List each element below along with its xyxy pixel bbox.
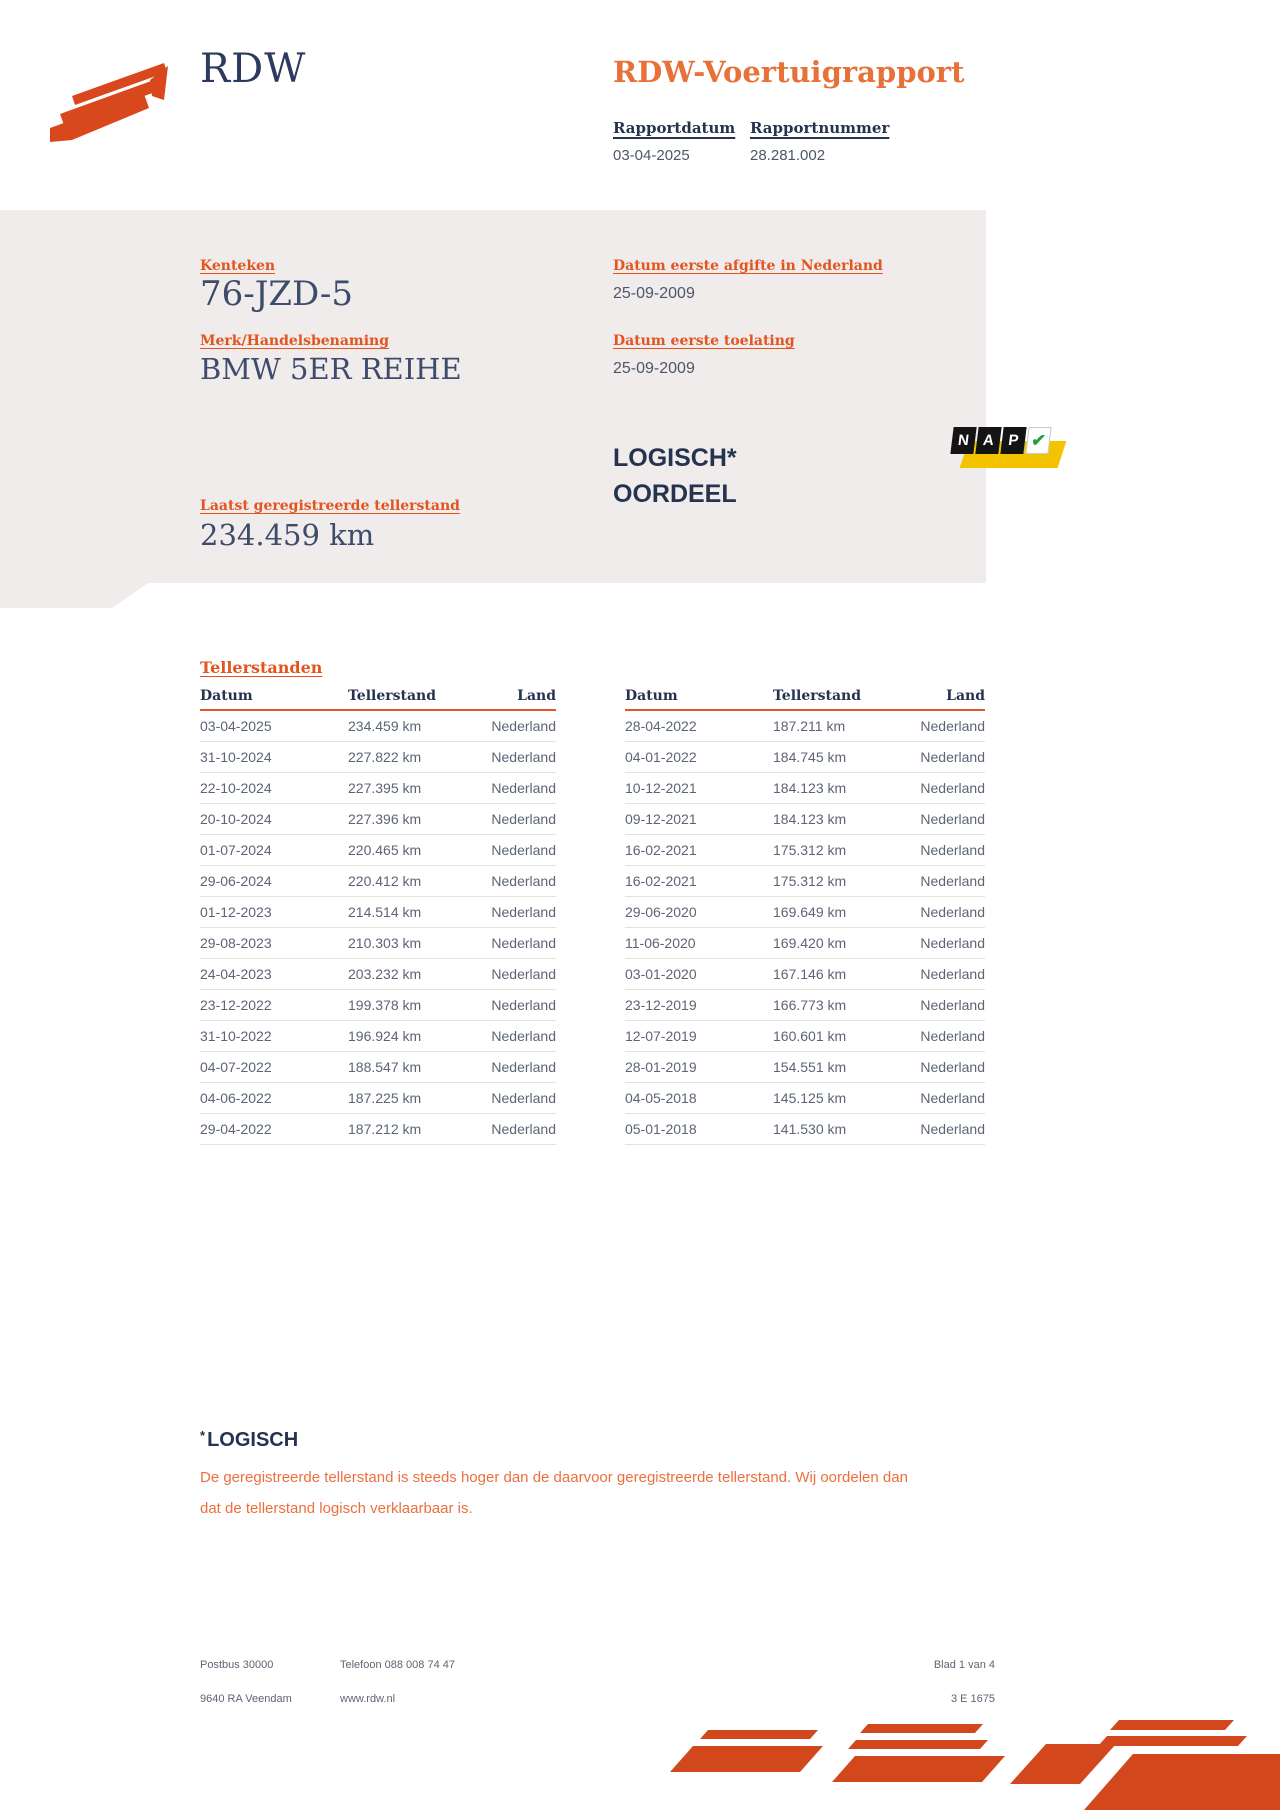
logisch-footnote-heading bbox=[200, 1428, 298, 1452]
tellerstand-row bbox=[200, 990, 556, 1021]
kenteken-value: 76-JZD-5 bbox=[200, 274, 354, 314]
report-number-value: 28.281.002 bbox=[750, 147, 826, 164]
tellerstand-row bbox=[625, 990, 985, 1021]
rdw-sliced-wing-graphic bbox=[660, 1714, 1280, 1810]
row-odometer: 169.649 km bbox=[773, 904, 847, 920]
nap-logo bbox=[952, 424, 1068, 476]
row-country: Nederland bbox=[920, 935, 985, 951]
row-country: Nederland bbox=[491, 749, 556, 765]
row-date: 16-02-2021 bbox=[625, 873, 697, 889]
tellerstand-row bbox=[625, 711, 985, 742]
row-odometer: 184.123 km bbox=[773, 780, 847, 796]
col-header-tellerstand: Tellerstand bbox=[773, 688, 862, 704]
row-country: Nederland bbox=[491, 1090, 556, 1106]
row-country: Nederland bbox=[491, 1028, 556, 1044]
rdw-wing-logo-icon bbox=[46, 50, 201, 148]
row-date: 16-02-2021 bbox=[625, 842, 697, 858]
row-odometer: 214.514 km bbox=[348, 904, 422, 920]
report-date-label: Rapportdatum bbox=[613, 119, 736, 137]
row-date: 29-06-2020 bbox=[625, 904, 697, 920]
col-header-datum: Datum bbox=[625, 688, 678, 704]
nap-letter-a: A bbox=[975, 427, 1001, 454]
row-date: 12-07-2019 bbox=[625, 1028, 697, 1044]
row-odometer: 175.312 km bbox=[773, 842, 847, 858]
table-header-row bbox=[200, 688, 556, 711]
row-country: Nederland bbox=[920, 780, 985, 796]
tellerstand-row bbox=[200, 773, 556, 804]
nap-letter-p: P bbox=[1000, 427, 1026, 454]
row-date: 11-06-2020 bbox=[625, 935, 696, 951]
row-odometer: 141.530 km bbox=[773, 1121, 847, 1137]
row-country: Nederland bbox=[920, 749, 985, 765]
toelating-value: 25-09-2009 bbox=[613, 360, 695, 377]
row-date: 01-12-2023 bbox=[200, 904, 272, 920]
tellerstand-row bbox=[200, 866, 556, 897]
row-country: Nederland bbox=[491, 842, 556, 858]
tellerstand-value: 234.459 km bbox=[200, 518, 375, 552]
row-country: Nederland bbox=[920, 1121, 985, 1137]
row-date: 10-12-2021 bbox=[625, 780, 697, 796]
kenteken-label: Kenteken bbox=[200, 258, 276, 274]
row-country: Nederland bbox=[491, 966, 556, 982]
row-date: 04-07-2022 bbox=[200, 1059, 272, 1075]
oordeel-line2: OORDEEL bbox=[613, 480, 737, 508]
row-date: 09-12-2021 bbox=[625, 811, 697, 827]
row-country: Nederland bbox=[920, 1090, 985, 1106]
tellerstand-row bbox=[625, 959, 985, 990]
footer-address-line2: 9640 RA Veendam bbox=[200, 1693, 292, 1705]
row-country: Nederland bbox=[920, 997, 985, 1013]
row-date: 31-10-2022 bbox=[200, 1028, 272, 1044]
row-country: Nederland bbox=[491, 811, 556, 827]
tellerstand-row bbox=[200, 897, 556, 928]
row-odometer: 227.822 km bbox=[348, 749, 422, 765]
row-country: Nederland bbox=[920, 966, 985, 982]
row-date: 31-10-2024 bbox=[200, 749, 272, 765]
row-country: Nederland bbox=[920, 904, 985, 920]
merk-value: BMW 5ER REIHE bbox=[200, 352, 462, 386]
rdw-logo-text: RDW bbox=[200, 46, 307, 92]
row-country: Nederland bbox=[491, 873, 556, 889]
tellerstanden-heading: Tellerstanden bbox=[200, 658, 323, 677]
row-country: Nederland bbox=[491, 780, 556, 796]
row-odometer: 210.303 km bbox=[348, 935, 422, 951]
report-number-label: Rapportnummer bbox=[750, 119, 890, 137]
row-country: Nederland bbox=[491, 1059, 556, 1075]
row-date: 23-12-2019 bbox=[625, 997, 697, 1013]
afgifte-value: 25-09-2009 bbox=[613, 285, 695, 302]
row-date: 29-06-2024 bbox=[200, 873, 272, 889]
tellerstand-row bbox=[625, 897, 985, 928]
tellerstand-row bbox=[625, 835, 985, 866]
row-country: Nederland bbox=[920, 1059, 985, 1075]
row-date: 04-01-2022 bbox=[625, 749, 697, 765]
row-country: Nederland bbox=[491, 997, 556, 1013]
row-odometer: 220.412 km bbox=[348, 873, 422, 889]
toelating-label: Datum eerste toelating bbox=[613, 333, 795, 349]
oordeel-text bbox=[613, 440, 737, 512]
nap-check-icon: ✔ bbox=[1025, 427, 1051, 454]
tellerstand-row bbox=[625, 1021, 985, 1052]
tellerstand-row bbox=[625, 773, 985, 804]
row-odometer: 169.420 km bbox=[773, 935, 847, 951]
row-odometer: 166.773 km bbox=[773, 997, 847, 1013]
tellerstand-row bbox=[625, 1052, 985, 1083]
tellerstand-row bbox=[625, 1114, 985, 1145]
row-country: Nederland bbox=[491, 718, 556, 734]
row-odometer: 227.396 km bbox=[348, 811, 422, 827]
col-header-tellerstand: Tellerstand bbox=[348, 688, 437, 704]
row-country: Nederland bbox=[920, 873, 985, 889]
row-odometer: 188.547 km bbox=[348, 1059, 422, 1075]
logisch-footnote-title: LOGISCH bbox=[207, 1429, 299, 1451]
footer-doc-code: 3 E 1675 bbox=[950, 1693, 995, 1705]
footer-phone: Telefoon 088 008 74 47 bbox=[340, 1659, 455, 1671]
tellerstand-row bbox=[200, 1021, 556, 1052]
row-odometer: 175.312 km bbox=[773, 873, 847, 889]
tellerstand-label: Laatst geregistreerde tellerstand bbox=[200, 498, 460, 514]
merk-label: Merk/Handelsbenaming bbox=[200, 333, 390, 349]
tellerstand-row bbox=[200, 742, 556, 773]
tellerstanden-table-left bbox=[200, 688, 556, 1145]
tellerstand-row bbox=[625, 866, 985, 897]
row-country: Nederland bbox=[491, 1121, 556, 1137]
row-odometer: 220.465 km bbox=[348, 842, 422, 858]
row-date: 23-12-2022 bbox=[200, 997, 272, 1013]
footnote-line: dat de tellerstand logisch verklaarbaar is. bbox=[200, 1500, 473, 1517]
row-date: 04-05-2018 bbox=[625, 1090, 697, 1106]
tellerstanden-table-right bbox=[625, 688, 985, 1145]
row-date: 28-01-2019 bbox=[625, 1059, 697, 1075]
row-odometer: 187.225 km bbox=[348, 1090, 422, 1106]
report-date-value: 03-04-2025 bbox=[613, 147, 690, 164]
tellerstand-row bbox=[625, 928, 985, 959]
row-odometer: 154.551 km bbox=[773, 1059, 847, 1075]
col-header-land: Land bbox=[946, 688, 985, 704]
footer-address-line1: Postbus 30000 bbox=[200, 1659, 274, 1671]
row-odometer: 199.378 km bbox=[348, 997, 422, 1013]
col-header-land: Land bbox=[517, 688, 556, 704]
footnote-line: De geregistreerde tellerstand is steeds hoger dan de daarvoor geregistreerde tellerstand. Wij oordelen dan bbox=[200, 1469, 908, 1486]
tellerstand-row bbox=[200, 711, 556, 742]
footer-page-info: Blad 1 van 4 bbox=[933, 1659, 995, 1671]
row-date: 05-01-2018 bbox=[625, 1121, 697, 1137]
row-date: 29-04-2022 bbox=[200, 1121, 272, 1137]
tellerstand-row bbox=[625, 804, 985, 835]
row-date: 24-04-2023 bbox=[200, 966, 272, 982]
col-header-datum: Datum bbox=[200, 688, 253, 704]
tellerstand-row bbox=[200, 835, 556, 866]
row-country: Nederland bbox=[491, 935, 556, 951]
row-date: 03-01-2020 bbox=[625, 966, 697, 982]
row-odometer: 167.146 km bbox=[773, 966, 847, 982]
row-odometer: 184.745 km bbox=[773, 749, 847, 765]
row-date: 01-07-2024 bbox=[200, 842, 272, 858]
row-country: Nederland bbox=[920, 1028, 985, 1044]
tellerstand-row bbox=[200, 1114, 556, 1145]
page-title: RDW-Voertuigrapport bbox=[613, 55, 965, 89]
tellerstand-row bbox=[625, 742, 985, 773]
oordeel-line1: LOGISCH* bbox=[613, 444, 737, 472]
row-odometer: 187.211 km bbox=[773, 718, 846, 734]
tellerstand-row bbox=[200, 928, 556, 959]
row-date: 22-10-2024 bbox=[200, 780, 272, 796]
row-date: 28-04-2022 bbox=[625, 718, 697, 734]
table-header-row bbox=[625, 688, 985, 711]
row-date: 03-04-2025 bbox=[200, 718, 272, 734]
row-odometer: 196.924 km bbox=[348, 1028, 422, 1044]
nap-letter-n: N bbox=[950, 427, 976, 454]
row-odometer: 234.459 km bbox=[348, 718, 422, 734]
asterisk-mark: * bbox=[200, 1428, 206, 1443]
row-date: 04-06-2022 bbox=[200, 1090, 272, 1106]
tellerstand-row bbox=[200, 1052, 556, 1083]
row-date: 29-08-2023 bbox=[200, 935, 272, 951]
row-country: Nederland bbox=[920, 811, 985, 827]
row-odometer: 187.212 km bbox=[348, 1121, 422, 1137]
row-country: Nederland bbox=[920, 842, 985, 858]
tellerstand-row bbox=[625, 1083, 985, 1114]
row-country: Nederland bbox=[920, 718, 985, 734]
tellerstand-row bbox=[200, 804, 556, 835]
row-odometer: 203.232 km bbox=[348, 966, 422, 982]
row-odometer: 184.123 km bbox=[773, 811, 847, 827]
row-odometer: 160.601 km bbox=[773, 1028, 847, 1044]
tellerstand-row bbox=[200, 959, 556, 990]
footer-website: www.rdw.nl bbox=[340, 1693, 396, 1705]
logisch-footnote-text bbox=[200, 1462, 1030, 1524]
afgifte-label: Datum eerste afgifte in Nederland bbox=[613, 258, 883, 274]
tellerstand-row bbox=[200, 1083, 556, 1114]
row-odometer: 145.125 km bbox=[773, 1090, 847, 1106]
row-odometer: 227.395 km bbox=[348, 780, 422, 796]
row-country: Nederland bbox=[491, 904, 556, 920]
row-date: 20-10-2024 bbox=[200, 811, 272, 827]
